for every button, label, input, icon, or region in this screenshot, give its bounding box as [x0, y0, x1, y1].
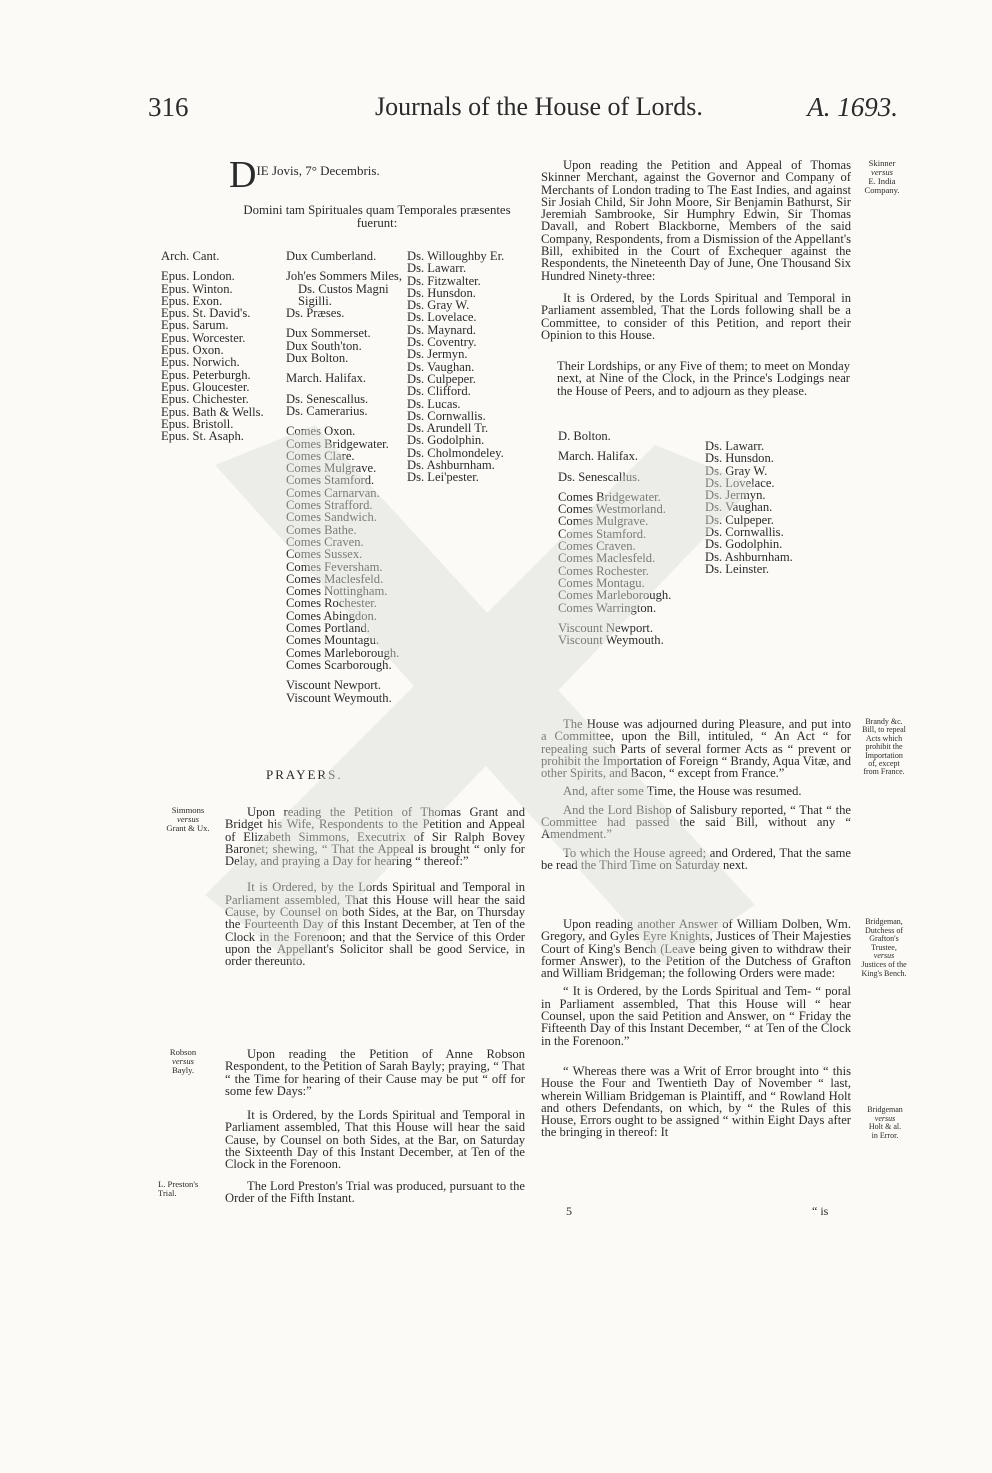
simmons-order: It is Ordered, by the Lords Spiritual and Temporal in Parliament assembled, That this House will hear the said Cause, by Counsel on both Sides, at the Bar, on Thursday the Fourteenth Day of this Instant December, at Ten of the Clock in the Forenoon; and that the Service of this Order upon the Appellant's Solicitor shall be good Service, in order thereunto.	[225, 880, 525, 969]
committee-member: Ds. Gray W.	[705, 463, 768, 478]
committee-member: Comes Montagu.	[558, 575, 645, 590]
attendance-entry: Ds. Gray W.	[407, 298, 470, 313]
attendance-entry: Ds. Maynard.	[407, 322, 476, 337]
margin-note-preston	[158, 1180, 218, 1198]
margin-note-line: Simmons	[171, 805, 205, 815]
attendance-entry: Epus. Bristoll.	[161, 416, 234, 431]
attendance-entry: Ds. Arundell Tr.	[407, 421, 489, 436]
committee-member: Ds. Vaughan.	[705, 500, 773, 515]
attendance-entry: Viscount Newport.	[286, 678, 382, 693]
day-heading-text: IE Jovis, 7° Decembris.	[256, 163, 380, 178]
simmons-paragraphs	[225, 806, 525, 974]
margin-note-line: Company.	[864, 185, 900, 195]
margin-note-line: Importation	[865, 750, 903, 760]
committee-member: Comes Marleborough.	[558, 588, 672, 603]
drop-cap: D	[229, 154, 257, 196]
committee-member: Ds. Ashburnham.	[705, 549, 793, 564]
committee-member: Ds. Lawarr.	[705, 439, 765, 453]
committee-member: Ds. Jermyn.	[705, 488, 766, 503]
attendance-entry: Ds. Clifford.	[407, 384, 471, 399]
attendance-entry: Ds. Cholmondeley.	[407, 445, 504, 460]
margin-note-line: Bayly.	[171, 1065, 195, 1075]
margin-note-line: L. Preston's	[158, 1179, 199, 1189]
present-heading-line-2: fuerunt:	[356, 216, 398, 230]
attendance-entry: March. Halifax.	[286, 371, 367, 386]
attendance-entry: Comes Feversham.	[286, 559, 383, 574]
attendance-entry: Epus. Winton.	[161, 281, 233, 296]
margin-note-brandy	[853, 718, 915, 777]
attendance-entry: Epus. St. Asaph.	[161, 429, 244, 444]
margin-note-bridgeman	[854, 918, 914, 978]
margin-note-line: Holt & al.	[868, 1122, 902, 1132]
attendance-entry: Comes Mountagu.	[286, 633, 380, 648]
robson-paragraphs	[225, 1048, 525, 1177]
margin-note-line: versus	[871, 167, 893, 177]
attendance-entry: Comes Strafford.	[286, 498, 373, 513]
attendance-entry: Comes Oxon.	[286, 424, 356, 439]
margin-note-line: from France.	[863, 767, 905, 777]
margin-note-line: Grant & Ux.	[166, 823, 210, 833]
committee-member: Comes Westmorland.	[558, 502, 666, 517]
journal-title: Journals of the House of Lords.	[375, 92, 703, 121]
attendance-entry: Ds. Lawarr.	[407, 261, 467, 276]
attendance-entry: Ds. Hunsdon.	[407, 285, 476, 300]
skinner-petition: Upon reading the Petition and Appeal of Thomas Skinner Merchant, against the Governor and Company of Merchants of London trading to The East Indies, and against Sir Josiah Child, Sir John Moore, Sir Benjamin Bathurst, Sir Jeremiah Sambrooke, Sir Humphry Edwin, Sir Thomas Davall, and Robert Blackborne, Members of the said Company, Respondents, from a Dismission of the Appellant's Bill, exhibited in the Court of Exchequer against the Respondents, the Nineteenth Day of June, One Thousand Six Hundred Ninety-three:	[541, 158, 851, 283]
page-number: 316	[148, 92, 189, 122]
attendance-entry: Comes Stamford.	[286, 473, 375, 488]
margin-note-line: Trial.	[158, 1188, 177, 1198]
attendance-entry: Ds. Custos Magni	[298, 281, 389, 296]
attendance-entry: Ds. Vaughan.	[407, 359, 475, 374]
attendance-entry: Comes Mulgrave.	[286, 461, 377, 476]
committee-member: Ds. Cornwallis.	[705, 525, 784, 540]
attendance-entry: Epus. London.	[161, 269, 235, 284]
attendance-entry: Ds. Lovelace.	[407, 310, 477, 325]
margin-note-line: Trustee,	[871, 942, 897, 952]
margin-note-line: Justices of the	[861, 959, 907, 969]
attendance-entry: Ds. Culpeper.	[407, 371, 476, 386]
committee-member: Comes Warrington.	[558, 600, 657, 615]
robson-petition: Upon reading the Petition of Anne Robson Respondent, to the Petition of Sarah Bayly; praying, “ That “ the Time for hearing of their Cause may be put “ off for some few Days:”	[225, 1047, 525, 1098]
attendance-entry: Ds. Lei'pester.	[407, 470, 479, 485]
preston-trial: The Lord Preston's Trial was produced, pursuant to the Order of the Fifth Instant.	[225, 1179, 525, 1206]
committee-member: Viscount Weymouth.	[558, 633, 664, 648]
committee-member: Viscount Newport.	[558, 620, 654, 635]
attendance-entry: Dux Cumberland.	[286, 249, 377, 263]
committee-member: Ds. Culpeper.	[705, 512, 774, 527]
margin-note-line: King's Bench.	[861, 968, 907, 978]
attendance-entry: Ds. Camerarius.	[286, 403, 368, 418]
committee-member: Comes Mulgrave.	[558, 514, 649, 529]
attendance-entry: Epus. Sarum.	[161, 318, 229, 333]
margin-note-line: prohibit the	[865, 742, 903, 752]
present-heading-line-1: Domini tam Spirituales quam Temporales præsentes	[243, 203, 511, 217]
attendance-entry: Comes Maclesfeld.	[286, 571, 384, 586]
attendance-entry: Dux South'ton.	[286, 338, 362, 353]
margin-note-line: Brandy &c.	[865, 717, 903, 726]
attendance-entry: Comes Sussex.	[286, 547, 363, 562]
margin-note-simmons	[158, 806, 218, 833]
skinner-paragraphs	[541, 159, 851, 347]
margin-note-bridgeman-error	[855, 1106, 915, 1140]
attendance-entry: Epus. Oxon.	[161, 343, 224, 358]
skinner-meeting-text: Their Lordships, or any Five of them; to meet on Monday next, at Nine of the Clock, in the Prince's Lodgings near the House of Peers, and to adjourn as they please.	[557, 359, 850, 398]
margin-note-line: versus	[874, 1113, 896, 1123]
bridgeman-answer: Upon reading another Answer of William Dolben, Wm. Gregory, and Gyles Eyre Knights, Justices of Their Majesties Court of King's Bench (Leave being given to withdraw their former Answer), to the Petition of the Dutchess of Grafton and William Bridgeman; the following Orders were made:	[541, 917, 851, 981]
attendance-entry: Dux Bolton.	[286, 351, 349, 366]
margin-note-line: Bridgeman	[867, 1105, 903, 1114]
attendance-entry: Comes Sandwich.	[286, 510, 377, 525]
attendance-entry: Comes Marleborough.	[286, 645, 400, 660]
preston-paragraph	[225, 1180, 525, 1211]
attendance-entry: Ds. Coventry.	[407, 335, 477, 350]
margin-note-line: Acts which	[865, 733, 903, 743]
attendance-entry: Comes Nottingham.	[286, 584, 388, 599]
attendance-entry: Epus. Bath & Wells.	[161, 404, 264, 419]
brandy-report: And the Lord Bishop of Salisbury reported, “ That “ the Committee had passed the said Bill, without any “ Amendment.”	[541, 802, 851, 842]
committee-member: March. Halifax.	[558, 449, 639, 464]
margin-note-line: Bill, to repeal	[862, 725, 906, 735]
margin-note-line: versus	[172, 1056, 194, 1066]
attendance-entry: Ds. Ashburnham.	[407, 458, 495, 473]
margin-note-line: of, except	[868, 759, 900, 769]
attendance-entry: Sigilli.	[298, 293, 332, 308]
margin-note-line: in Error.	[871, 1130, 899, 1140]
bridgeman-writ: “ Whereas there was a Writ of Error brought into “ this House the Four and Twentieth Day of November “ last, wherein William Bridgeman is Plaintiff, and “ Rowland Holt and others Defendants, on which, by “ the Rules of this House, Errors ought to be assigned “ within Eight Days after the bringing in thereof: It	[541, 1063, 851, 1140]
committee-member: Comes Rochester.	[558, 563, 649, 578]
committee-left-list	[558, 430, 671, 646]
attendance-entry: Epus. Chichester.	[161, 392, 249, 407]
attendance-barons-list	[407, 250, 504, 484]
committee-member: Comes Stamford.	[558, 526, 647, 541]
attendance-entry: Comes Abingdon.	[286, 608, 377, 623]
attendance-entry: Epus. Gloucester.	[161, 379, 250, 394]
catchword: “ is	[812, 1204, 829, 1218]
attendance-entry: Epus. Norwich.	[161, 355, 240, 370]
attendance-entry: Dux Sommerset.	[286, 326, 371, 341]
attendance-entry: Joh'es Sommers Miles,	[286, 269, 402, 284]
committee-member: Ds. Senescallus.	[558, 469, 641, 484]
brandy-resumed: And, after some Time, the House was resumed.	[563, 784, 802, 799]
robson-order: It is Ordered, by the Lords Spiritual and Temporal in Parliament assembled, That this House will hear the said Cause, by Counsel on both Sides, at the Bar, on Saturday the Sixteenth Day of this Instant December, at Ten of the Clock in the Forenoon.	[225, 1108, 525, 1172]
skinner-order: It is Ordered, by the Lords Spiritual and Temporal in Parliament assembled, That the Lords following shall be a Committee, to consider of this Petition, and report their Opinion to this House.	[541, 290, 851, 342]
attendance-peers-list	[286, 250, 402, 704]
attendance-entry: Ds. Senescallus.	[286, 391, 369, 406]
margin-note-line: E. India	[868, 176, 896, 186]
signature-mark: 5	[566, 1204, 572, 1218]
present-heading	[229, 204, 525, 230]
committee-member: Ds. Hunsdon.	[705, 451, 774, 466]
attendance-entry: Comes Portland.	[286, 621, 370, 636]
margin-note-skinner	[853, 159, 911, 195]
brandy-committee: The House was adjourned during Pleasure, and put into a Committee, upon the Bill, intituled, “ An Act “ for repealing such Parts of several former Acts as “ prevent or prohibit the Importation of Foreign “ Brandy, Aqua Vitæ, and other Spirits, and Bacon, “ except from France.”	[541, 717, 851, 781]
committee-member: Comes Maclesfeld.	[558, 551, 656, 566]
attendance-entry: Epus. Worcester.	[161, 330, 246, 345]
bridgeman-order: “ It is Ordered, by the Lords Spiritual and Tem- “ poral in Parliament assembled, That this House will “ hear Counsel, upon the said Petition and Answer, on “ Friday the Fifteenth Day of this Instant December, “ at Ten of the Clock in the Forenoon.”	[541, 984, 851, 1048]
simmons-petition: Upon reading the Petition of Thomas Grant and Bridget his Wife, Respondents to the Petition and Appeal of Elizabeth Simmons, Executrix of Sir Ralph Bovey Baronet; shewing, “ That the Appeal is brought “ only for Delay, and praying a Day for hearing “ thereof:”	[225, 805, 525, 869]
margin-note-line: versus	[177, 814, 199, 824]
attendance-entry: Viscount Weymouth.	[286, 690, 392, 705]
attendance-entry: Comes Scarborough.	[286, 657, 392, 672]
attendance-entry: Comes Craven.	[286, 534, 364, 549]
attendance-entry: Ds. Godolphin.	[407, 433, 485, 448]
bridgeman-paragraphs	[541, 918, 851, 1145]
attendance-entry: Comes Bridgewater.	[286, 436, 389, 451]
margin-note-line: Dutchess of	[865, 925, 903, 935]
committee-member: Comes Craven.	[558, 539, 636, 554]
margin-note-line: Robson	[169, 1047, 197, 1057]
brandy-paragraphs	[541, 718, 851, 877]
committee-member: Ds. Lovelace.	[705, 475, 775, 490]
attendance-entry: Comes Rochester.	[286, 596, 377, 611]
committee-member: Comes Bridgewater.	[558, 489, 661, 504]
attendance-entry: Ds. Præses.	[286, 306, 345, 321]
brandy-agreed: To which the House agreed; and Ordered, That the same be read the Third Time on Saturday next.	[541, 845, 851, 872]
attendance-entry: Comes Bathe.	[286, 522, 357, 537]
attendance-entry: Epus. Exon.	[161, 293, 223, 308]
committee-member: D. Bolton.	[558, 429, 611, 443]
attendance-entry: Epus. Peterburgh.	[161, 367, 251, 382]
attendance-entry: Ds. Willoughby Er.	[407, 249, 505, 263]
attendance-entry: Ds. Fitzwalter.	[407, 273, 481, 288]
day-heading	[229, 154, 380, 196]
attendance-entry: Comes Clare.	[286, 448, 355, 463]
attendance-entry: Epus. St. David's.	[161, 306, 251, 321]
attendance-entry: Arch. Cant.	[161, 249, 220, 263]
prayers-heading: PRAYERS.	[266, 767, 343, 782]
margin-note-line: Skinner	[868, 158, 896, 168]
skinner-meeting	[557, 360, 850, 403]
attendance-bishops-list	[161, 250, 264, 442]
attendance-entry: Ds. Jermyn.	[407, 347, 468, 362]
committee-member: Ds. Godolphin.	[705, 537, 783, 552]
attendance-entry: Comes Carnarvan.	[286, 485, 380, 500]
margin-note-line: Bridgeman,	[865, 917, 903, 926]
attendance-entry: Ds. Lucas.	[407, 396, 461, 411]
journal-year: A. 1693.	[807, 92, 898, 122]
committee-right-list	[705, 440, 793, 575]
committee-member: Ds. Leinster.	[705, 561, 770, 576]
margin-note-line: versus	[873, 951, 895, 961]
margin-note-robson	[158, 1048, 208, 1075]
margin-note-line: Grafton's	[869, 934, 899, 944]
attendance-entry: Ds. Cornwallis.	[407, 408, 486, 423]
